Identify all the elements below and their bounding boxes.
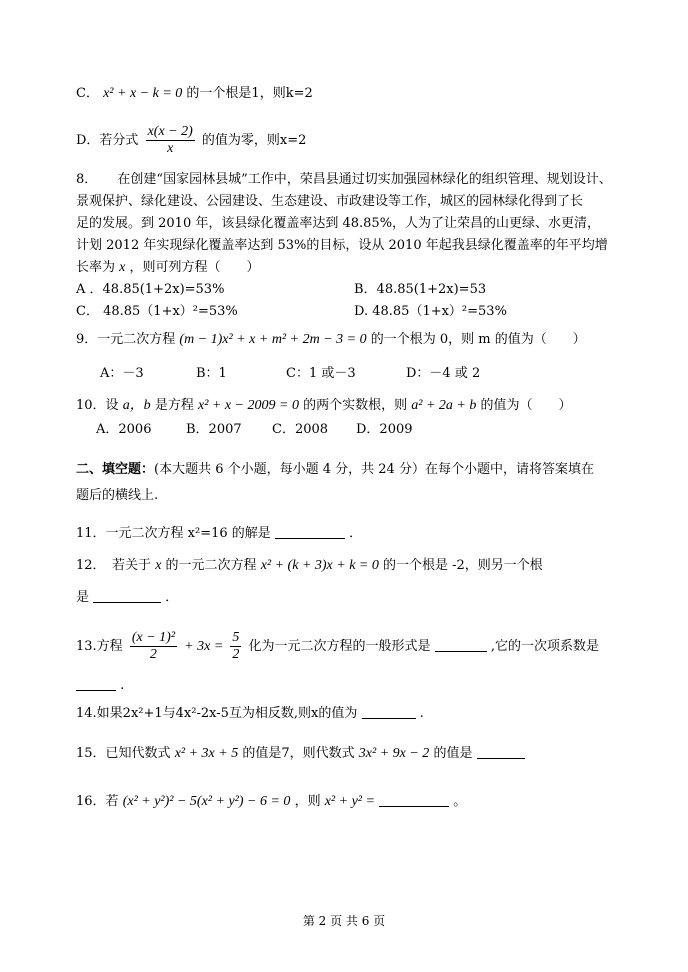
q13-line (76, 630, 599, 663)
q15-head: 15．已知代数式 (76, 746, 171, 761)
option-c (76, 84, 313, 104)
q8-variable: x (119, 260, 126, 275)
q9-line (76, 330, 586, 350)
q10-option-b: B．2007 (186, 422, 242, 437)
q10-line (76, 396, 572, 416)
q15-expression-2: 3x² + 9x − 2 (358, 746, 430, 761)
q8-line-1 (76, 170, 612, 190)
q12-line (76, 556, 543, 576)
q13-answer-blank-1[interactable] (435, 637, 487, 652)
q15-expression-1: x² + 3x + 5 (174, 746, 239, 761)
q10-head: 10．设 (76, 398, 119, 413)
q12-equation: x² + (k + 3)x + k = 0 (260, 558, 379, 573)
q9-option-a: A：－3 (100, 366, 144, 381)
page-footer: 第 2 页 共 6 页 (302, 914, 386, 928)
fraction-denominator: 2 (149, 647, 157, 662)
q9-equation: (m − 1)x² + x + m² + 2m − 3 = 0 (179, 332, 367, 347)
q12-tail: 的一个根是 -2，则另一个根 (383, 558, 543, 573)
q11-text: 11．一元二次方程 x²=16 的解是 (76, 526, 271, 541)
option-c-label: C． (76, 86, 99, 101)
section-2-instructions: (本大题共 6 个小题，每小题 4 分，共 24 分）在每个小题中，请将答案填在 (154, 462, 594, 477)
q16-expression: x² + y² = (324, 794, 375, 809)
q9-option-c: C：1 或－3 (286, 366, 356, 381)
option-d-label: D．若分式 (76, 133, 139, 148)
q9-option-b: B：1 (196, 366, 227, 381)
q11-line (76, 524, 362, 544)
option-c-equation: x² + x − k = 0 (103, 86, 183, 101)
q8-line-5 (76, 258, 260, 278)
q13-head: 13.方程 (76, 639, 123, 654)
q10-variables: a，b (122, 398, 151, 413)
q16-line (76, 792, 466, 812)
q13-period: . (120, 678, 125, 693)
q9-head: 9．一元二次方程 (76, 332, 176, 347)
fraction-denominator: x (167, 141, 174, 156)
q8-text-5a: 长率为 (76, 260, 116, 275)
q8-option-c: C． 48.85（1+x）²=53% (76, 304, 238, 319)
q10-option-d: D．2009 (356, 422, 413, 437)
q12-answer-blank[interactable] (93, 588, 161, 603)
section-2-line-2: 题后的横线上. (76, 488, 159, 503)
q16-period: 。 (453, 794, 467, 809)
q15-line (76, 744, 525, 764)
q16-answer-blank[interactable] (379, 792, 449, 807)
q13-tail: 化为一元二次方程的一般形式是 (248, 639, 431, 654)
q12-line-2 (76, 588, 178, 608)
q10-expression: a² + 2a + b (411, 398, 477, 413)
q14-line (76, 704, 424, 724)
q10-option-a: A．2006 (96, 422, 152, 437)
fraction-numerator: x(x − 2) (147, 124, 193, 139)
q12-mid: 的一元二次方程 (165, 558, 257, 573)
option-d-text: 的值为零，则x=2 (201, 133, 307, 148)
q8-number: 8． (76, 172, 98, 187)
q16-head: 16．若 (76, 794, 119, 809)
q13-fraction-right (230, 630, 241, 663)
q14-period: . (419, 706, 424, 721)
q11-period: ． (349, 526, 363, 541)
q16-equation: (x² + y²)² − 5(x² + y²) − 6 = 0 (122, 794, 291, 809)
fraction-numerator: (x − 1)² (131, 630, 176, 645)
q8-line-3: 足的发展。到 2010 年，该县绿化覆盖率达到 48.85%，人为了让荣昌的山更绿、水更清， (76, 216, 601, 231)
q15-tail: 的值是 (433, 746, 473, 761)
q15-mid: 的值是7，则代数式 (242, 746, 355, 761)
section-2-header (76, 460, 594, 480)
q8-option-b: B．48.85(1+2x)=53 (354, 282, 487, 297)
q8-option-a: A ．48.85(1+2x)=53% (76, 282, 225, 297)
option-c-text: 的一个根是1，则k=2 (186, 86, 313, 101)
q14-text: 14.如果2x²+1与4x²-2x-5互为相反数,则x的值为 (76, 706, 358, 721)
q13-middle: + 3x = (184, 639, 224, 654)
q12-head: 12． 若关于 (76, 558, 152, 573)
q8-text-5b: ，则可列方程（ ） (129, 260, 260, 275)
q10-mid-1: 是方程 (154, 398, 194, 413)
q11-answer-blank[interactable] (275, 524, 345, 539)
q8-line-2: 景观保护、绿化建设、公园建设、生态建设、市政建设等工作，城区的园林绿化得到了长 (76, 194, 584, 209)
q15-answer-blank[interactable] (477, 744, 525, 759)
q8-line-4: 计划 2012 年实现绿化覆盖率达到 53%的目标，设从 2010 年起我县绿化覆盖率的年平均增 (76, 238, 608, 253)
q12-text-2: 是 (76, 590, 90, 605)
q13-tail-2: ,它的一次项系数是 (490, 639, 599, 654)
q9-option-d: D：－4 或 2 (406, 366, 481, 381)
q10-mid-2: 的两个实数根，则 (303, 398, 408, 413)
q16-mid: ，则 (294, 794, 321, 809)
q13-answer-blank-2[interactable] (76, 676, 116, 691)
q9-tail: 的一个根为 0，则 m 的值为（ ） (370, 332, 586, 347)
q10-tail: 的值为（ ） (480, 398, 572, 413)
option-d (76, 124, 306, 157)
q10-option-c: C．2008 (272, 422, 329, 437)
option-d-fraction (146, 124, 195, 157)
fraction-numerator: 5 (232, 630, 240, 645)
section-2-title: 二、填空题： (76, 462, 155, 477)
q8-option-d: D. 48.85（1+x）²=53% (354, 304, 507, 319)
fraction-denominator: 2 (232, 647, 240, 662)
q14-answer-blank[interactable] (362, 704, 416, 719)
q13-fraction-left (130, 630, 177, 663)
q13-line-2 (76, 676, 124, 696)
q12-variable: x (155, 558, 162, 573)
q8-text-1: 在创建“国家园林县城”工作中，荣昌县通过切实加强园林绿化的组织管理、规划设计、 (117, 172, 612, 187)
q10-equation: x² + x − 2009 = 0 (197, 398, 299, 413)
q12-period: ． (165, 590, 179, 605)
